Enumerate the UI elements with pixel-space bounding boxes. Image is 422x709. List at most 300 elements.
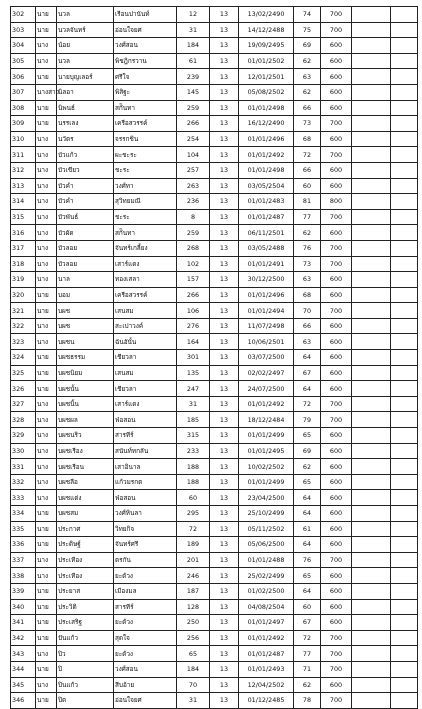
amount-cell: 700	[321, 116, 352, 132]
house-number-cell: 102	[177, 256, 210, 272]
first-name-cell: ปิต	[57, 693, 114, 709]
birthdate-cell: 01/01/2491	[239, 256, 294, 272]
first-name-cell: นิลอา	[57, 84, 114, 100]
birthdate-cell: 03/05/2488	[239, 240, 294, 256]
row-number-cell: 342	[11, 630, 36, 646]
remark-cell	[352, 7, 391, 23]
signature-cell	[391, 350, 418, 366]
age-cell: 65	[294, 428, 321, 444]
remark-cell	[352, 69, 391, 85]
remark-cell	[352, 162, 391, 178]
village-cell: 13	[210, 490, 239, 506]
age-cell: 70	[294, 303, 321, 319]
title-cell: นาง	[36, 147, 57, 163]
birthdate-cell: 01/12/2485	[239, 693, 294, 709]
last-name-cell: ศรีใจ	[114, 69, 177, 85]
age-cell: 65	[294, 474, 321, 490]
first-name-cell: บผชนิ้น	[57, 396, 114, 412]
signature-cell	[391, 646, 418, 662]
first-name-cell: บัวลอย	[57, 240, 114, 256]
house-number-cell: 31	[177, 22, 210, 38]
birthdate-cell: 30/12/2500	[239, 272, 294, 288]
signature-cell	[391, 412, 418, 428]
house-number-cell: 145	[177, 84, 210, 100]
first-name-cell: นวัตร	[57, 131, 114, 147]
row-number-cell: 308	[11, 100, 36, 116]
row-number-cell: 311	[11, 147, 36, 163]
house-number-cell: 157	[177, 272, 210, 288]
signature-cell	[391, 38, 418, 54]
remark-cell	[352, 490, 391, 506]
village-cell: 13	[210, 147, 239, 163]
table-row	[11, 521, 418, 537]
village-cell: 13	[210, 100, 239, 116]
house-number-cell: 189	[177, 537, 210, 553]
last-name-cell: ทองเสลา	[114, 272, 177, 288]
remark-cell	[352, 428, 391, 444]
age-cell: 72	[294, 396, 321, 412]
last-name-cell: สกัินทา	[114, 225, 177, 241]
village-cell: 13	[210, 365, 239, 381]
last-name-cell: จันทร์ศรี	[114, 537, 177, 553]
house-number-cell: 268	[177, 240, 210, 256]
village-cell: 13	[210, 661, 239, 677]
village-cell: 13	[210, 22, 239, 38]
house-number-cell: 184	[177, 661, 210, 677]
house-number-cell: 164	[177, 334, 210, 350]
row-number-cell: 307	[11, 84, 36, 100]
age-cell: 64	[294, 381, 321, 397]
age-cell: 63	[294, 272, 321, 288]
table-row	[11, 131, 418, 147]
last-name-cell: วงศ์สอน	[114, 661, 177, 677]
village-cell: 13	[210, 459, 239, 475]
signature-cell	[391, 194, 418, 210]
birthdate-cell: 05/06/2500	[239, 537, 294, 553]
signature-cell	[391, 583, 418, 599]
signature-cell	[391, 396, 418, 412]
birthdate-cell: 01/01/2496	[239, 131, 294, 147]
row-number-cell: 314	[11, 194, 36, 210]
signature-cell	[391, 240, 418, 256]
first-name-cell: ประวิติ	[57, 599, 114, 615]
remark-cell	[352, 194, 391, 210]
signature-cell	[391, 381, 418, 397]
birthdate-cell: 04/08/2504	[239, 599, 294, 615]
row-number-cell: 319	[11, 272, 36, 288]
amount-cell: 600	[321, 178, 352, 194]
house-number-cell: 184	[177, 38, 210, 54]
first-name-cell: บอม	[57, 287, 114, 303]
title-cell: นาง	[36, 396, 57, 412]
table-row	[11, 53, 418, 69]
title-cell: นาง	[36, 194, 57, 210]
table-row	[11, 396, 418, 412]
village-cell: 13	[210, 396, 239, 412]
first-name-cell: บัวเขียว	[57, 162, 114, 178]
last-name-cell: เมืองมล	[114, 583, 177, 599]
last-name-cell: ยะด้วง	[114, 568, 177, 584]
birthdate-cell: 13/02/2490	[239, 7, 294, 23]
remark-cell	[352, 646, 391, 662]
amount-cell: 600	[321, 615, 352, 631]
birthdate-cell: 02/02/2497	[239, 365, 294, 381]
row-number-cell: 332	[11, 474, 36, 490]
row-number-cell: 310	[11, 131, 36, 147]
last-name-cell: วงศ์ทา	[114, 178, 177, 194]
amount-cell: 700	[321, 396, 352, 412]
first-name-cell: บผช	[57, 303, 114, 319]
house-number-cell: 259	[177, 225, 210, 241]
signature-cell	[391, 22, 418, 38]
village-cell: 13	[210, 38, 239, 54]
remark-cell	[352, 521, 391, 537]
village-cell: 13	[210, 240, 239, 256]
house-number-cell: 239	[177, 69, 210, 85]
row-number-cell: 324	[11, 350, 36, 366]
signature-cell	[391, 630, 418, 646]
title-cell: นาง	[36, 568, 57, 584]
village-cell: 13	[210, 521, 239, 537]
signature-cell	[391, 84, 418, 100]
first-name-cell: ปิว	[57, 646, 114, 662]
table-row	[11, 69, 418, 85]
birthdate-cell: 01/01/2499	[239, 428, 294, 444]
amount-cell: 600	[321, 537, 352, 553]
age-cell: 77	[294, 209, 321, 225]
table-row	[11, 225, 418, 241]
village-cell: 13	[210, 318, 239, 334]
age-cell: 64	[294, 583, 321, 599]
signature-cell	[391, 537, 418, 553]
signature-cell	[391, 131, 418, 147]
house-number-cell: 263	[177, 178, 210, 194]
house-number-cell: 12	[177, 7, 210, 23]
birthdate-cell: 10/02/2502	[239, 459, 294, 475]
birthdate-cell: 01/01/2492	[239, 147, 294, 163]
title-cell: นาย	[36, 693, 57, 709]
house-number-cell: 65	[177, 646, 210, 662]
birthdate-cell: 03/07/2500	[239, 350, 294, 366]
first-name-cell: ปิ	[57, 661, 114, 677]
row-number-cell: 336	[11, 537, 36, 553]
signature-cell	[391, 693, 418, 709]
last-name-cell: เชียวลา	[114, 350, 177, 366]
title-cell: นาง	[36, 428, 57, 444]
first-name-cell: บัวพันธ์	[57, 209, 114, 225]
title-cell: นาย	[36, 599, 57, 615]
remark-cell	[352, 240, 391, 256]
title-cell: นาง	[36, 240, 57, 256]
last-name-cell: เสาร์แดง	[114, 256, 177, 272]
last-name-cell: เสนสม	[114, 365, 177, 381]
title-cell: นาย	[36, 583, 57, 599]
age-cell: 63	[294, 334, 321, 350]
age-cell: 64	[294, 350, 321, 366]
row-number-cell: 343	[11, 646, 36, 662]
title-cell: นาย	[36, 303, 57, 319]
last-name-cell: ยะด้วง	[114, 615, 177, 631]
amount-cell: 600	[321, 38, 352, 54]
first-name-cell: บัวแก้ว	[57, 147, 114, 163]
title-cell: นาย	[36, 69, 57, 85]
house-number-cell: 104	[177, 147, 210, 163]
age-cell: 61	[294, 521, 321, 537]
title-cell: นาง	[36, 162, 57, 178]
age-cell: 69	[294, 38, 321, 54]
row-number-cell: 338	[11, 568, 36, 584]
first-name-cell: บผชนั้น	[57, 381, 114, 397]
remark-cell	[352, 568, 391, 584]
house-number-cell: 31	[177, 396, 210, 412]
first-name-cell: น้อย	[57, 38, 114, 54]
last-name-cell: เสาอินาล	[114, 459, 177, 475]
signature-cell	[391, 272, 418, 288]
house-number-cell: 259	[177, 100, 210, 116]
village-cell: 13	[210, 131, 239, 147]
house-number-cell: 60	[177, 490, 210, 506]
row-number-cell: 330	[11, 443, 36, 459]
table-row	[11, 537, 418, 553]
last-name-cell: วงศ์สอน	[114, 38, 177, 54]
table-row	[11, 7, 418, 23]
age-cell: 66	[294, 100, 321, 116]
table-row	[11, 506, 418, 522]
signature-cell	[391, 53, 418, 69]
birthdate-cell: 14/12/2488	[239, 22, 294, 38]
birthdate-cell: 01/01/2487	[239, 646, 294, 662]
row-number-cell: 304	[11, 38, 36, 54]
age-cell: 72	[294, 147, 321, 163]
row-number-cell: 318	[11, 256, 36, 272]
remark-cell	[352, 677, 391, 693]
title-cell: นาง	[36, 677, 57, 693]
first-name-cell: ประเทือง	[57, 568, 114, 584]
signature-cell	[391, 599, 418, 615]
first-name-cell: นรรเลง	[57, 116, 114, 132]
last-name-cell: วงศ์หินลา	[114, 506, 177, 522]
house-number-cell: 315	[177, 428, 210, 444]
remark-cell	[352, 412, 391, 428]
village-cell: 13	[210, 287, 239, 303]
title-cell: นาง	[36, 38, 57, 54]
remark-cell	[352, 272, 391, 288]
remark-cell	[352, 661, 391, 677]
age-cell: 60	[294, 599, 321, 615]
last-name-cell: อ่อนใจยศ	[114, 693, 177, 709]
house-number-cell: 247	[177, 381, 210, 397]
age-cell: 62	[294, 459, 321, 475]
first-name-cell: ปินแก้ว	[57, 677, 114, 693]
village-cell: 13	[210, 116, 239, 132]
village-cell: 13	[210, 272, 239, 288]
last-name-cell: เครือสวรรค์	[114, 116, 177, 132]
village-cell: 13	[210, 7, 239, 23]
birthdate-cell: 06/11/2501	[239, 225, 294, 241]
remark-cell	[352, 599, 391, 615]
row-number-cell: 331	[11, 459, 36, 475]
amount-cell: 600	[321, 225, 352, 241]
row-number-cell: 340	[11, 599, 36, 615]
birthdate-cell: 01/01/2492	[239, 396, 294, 412]
first-name-cell: บัวผัด	[57, 225, 114, 241]
age-cell: 68	[294, 287, 321, 303]
last-name-cell: สุดใจ	[114, 630, 177, 646]
first-name-cell: บผชสม	[57, 506, 114, 522]
last-name-cell: จรรกชิน	[114, 131, 177, 147]
signature-cell	[391, 661, 418, 677]
first-name-cell: บผชแต่ง	[57, 490, 114, 506]
amount-cell: 600	[321, 350, 352, 366]
row-number-cell: 325	[11, 365, 36, 381]
first-name-cell: บผชนิยม	[57, 365, 114, 381]
last-name-cell: สนันท์ทกลัน	[114, 443, 177, 459]
first-name-cell: ประกาศ	[57, 521, 114, 537]
house-number-cell: 233	[177, 443, 210, 459]
title-cell: นาย	[36, 381, 57, 397]
house-number-cell: 266	[177, 116, 210, 132]
last-name-cell: เชียวลา	[114, 381, 177, 397]
village-cell: 13	[210, 69, 239, 85]
birthdate-cell: 01/01/2483	[239, 194, 294, 210]
signature-cell	[391, 147, 418, 163]
house-number-cell: 128	[177, 599, 210, 615]
age-cell: 68	[294, 131, 321, 147]
last-name-cell: สกัินทา	[114, 100, 177, 116]
amount-cell: 700	[321, 240, 352, 256]
signature-cell	[391, 615, 418, 631]
village-cell: 13	[210, 194, 239, 210]
row-number-cell: 320	[11, 287, 36, 303]
house-number-cell: 135	[177, 365, 210, 381]
remark-cell	[352, 131, 391, 147]
signature-cell	[391, 116, 418, 132]
village-cell: 13	[210, 84, 239, 100]
first-name-cell: ประเสริฐ	[57, 615, 114, 631]
remark-cell	[352, 53, 391, 69]
table-row	[11, 272, 418, 288]
signature-cell	[391, 490, 418, 506]
title-cell: นาง	[36, 490, 57, 506]
house-number-cell: 188	[177, 474, 210, 490]
birthdate-cell: 01/01/2495	[239, 443, 294, 459]
row-number-cell: 306	[11, 69, 36, 85]
house-number-cell: 246	[177, 568, 210, 584]
first-name-cell: บผช	[57, 318, 114, 334]
village-cell: 13	[210, 693, 239, 709]
title-cell: นาง	[36, 272, 57, 288]
first-name-cell: นวลจันทร์	[57, 22, 114, 38]
first-name-cell: ประดิษฐ์	[57, 537, 114, 553]
title-cell: นาง	[36, 646, 57, 662]
amount-cell: 600	[321, 583, 352, 599]
amount-cell: 800	[321, 194, 352, 210]
table-row	[11, 615, 418, 631]
first-name-cell: ประเทือง	[57, 552, 114, 568]
table-row	[11, 194, 418, 210]
row-number-cell: 339	[11, 583, 36, 599]
first-name-cell: บผชเรือน	[57, 459, 114, 475]
age-cell: 62	[294, 53, 321, 69]
title-cell: นาย	[36, 116, 57, 132]
signature-cell	[391, 506, 418, 522]
birthdate-cell: 23/04/2500	[239, 490, 294, 506]
village-cell: 13	[210, 630, 239, 646]
age-cell: 69	[294, 443, 321, 459]
last-name-cell: ชะระ	[114, 209, 177, 225]
birthdate-cell: 01/01/2499	[239, 474, 294, 490]
title-cell: นาย	[36, 537, 57, 553]
age-cell: 67	[294, 365, 321, 381]
signature-cell	[391, 100, 418, 116]
age-cell: 66	[294, 162, 321, 178]
table-row	[11, 552, 418, 568]
amount-cell: 600	[321, 506, 352, 522]
last-name-cell: ยะด้วง	[114, 646, 177, 662]
age-cell: 64	[294, 506, 321, 522]
signature-cell	[391, 568, 418, 584]
table-row	[11, 178, 418, 194]
birthdate-cell: 05/08/2502	[239, 84, 294, 100]
first-name-cell: ประยาส	[57, 583, 114, 599]
row-number-cell: 317	[11, 240, 36, 256]
title-cell: นาย	[36, 287, 57, 303]
remark-cell	[352, 116, 391, 132]
last-name-cell: ชะระ	[114, 162, 177, 178]
amount-cell: 600	[321, 334, 352, 350]
amount-cell: 600	[321, 84, 352, 100]
row-number-cell: 341	[11, 615, 36, 631]
amount-cell: 700	[321, 22, 352, 38]
house-number-cell: 61	[177, 53, 210, 69]
first-name-cell: นวล	[57, 7, 114, 23]
signature-cell	[391, 428, 418, 444]
birthdate-cell: 01/01/2488	[239, 552, 294, 568]
signature-cell	[391, 334, 418, 350]
village-cell: 13	[210, 599, 239, 615]
amount-cell: 700	[321, 646, 352, 662]
table-row	[11, 147, 418, 163]
title-cell: นาง	[36, 474, 57, 490]
age-cell: 64	[294, 490, 321, 506]
last-name-cell: เครือสวรรค์	[114, 287, 177, 303]
house-number-cell: 188	[177, 459, 210, 475]
last-name-cell: ฟ่อสอน	[114, 412, 177, 428]
amount-cell: 600	[321, 490, 352, 506]
table-row	[11, 22, 418, 38]
remark-cell	[352, 615, 391, 631]
remark-cell	[352, 443, 391, 459]
row-number-cell: 303	[11, 22, 36, 38]
house-number-cell: 257	[177, 162, 210, 178]
first-name-cell: นวล	[57, 53, 114, 69]
amount-cell: 600	[321, 100, 352, 116]
remark-cell	[352, 630, 391, 646]
amount-cell: 600	[321, 381, 352, 397]
birthdate-cell: 01/02/2500	[239, 583, 294, 599]
first-name-cell: บผชเรือง	[57, 443, 114, 459]
table-row	[11, 84, 418, 100]
birthdate-cell: 18/12/2484	[239, 412, 294, 428]
birthdate-cell: 01/01/2494	[239, 303, 294, 319]
last-name-cell: ตรกัน	[114, 552, 177, 568]
first-name-cell: บัวลอย	[57, 256, 114, 272]
title-cell: นาง	[36, 53, 57, 69]
amount-cell: 600	[321, 599, 352, 615]
birthdate-cell: 01/01/2492	[239, 630, 294, 646]
table-row	[11, 318, 418, 334]
age-cell: 72	[294, 630, 321, 646]
